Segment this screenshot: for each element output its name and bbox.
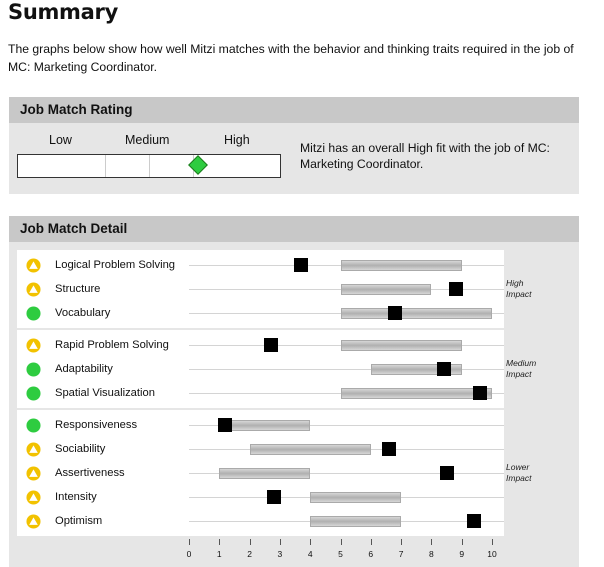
job-match-rating-heading: Job Match Rating — [9, 97, 579, 123]
trait-row — [17, 461, 504, 485]
target-range-bar — [341, 388, 493, 399]
warning-triangle-icon — [26, 490, 41, 505]
scale-label-low: Low — [49, 133, 72, 147]
trait-group — [17, 330, 504, 408]
warning-triangle-icon — [26, 258, 41, 273]
axis-tick — [431, 539, 432, 545]
target-range-bar — [219, 420, 310, 431]
trait-row — [17, 301, 504, 325]
trait-row — [17, 509, 504, 533]
warning-triangle-icon — [26, 282, 41, 297]
axis-tick — [492, 539, 493, 545]
warning-triangle-icon — [26, 442, 41, 457]
axis-tick — [219, 539, 220, 545]
score-marker — [388, 306, 402, 320]
impact-label — [506, 462, 532, 484]
axis-tick-label: 6 — [368, 549, 374, 559]
trait-group — [17, 250, 504, 328]
score-axis — [9, 539, 579, 567]
axis-tick-label: 9 — [459, 549, 465, 559]
impact-label-line2: Impact — [506, 369, 532, 379]
target-range-bar — [250, 444, 371, 455]
score-marker — [267, 490, 281, 504]
warning-triangle-icon — [26, 514, 41, 529]
trait-name: Assertiveness — [55, 467, 125, 479]
trait-name: Structure — [55, 283, 101, 295]
target-range-bar — [310, 516, 401, 527]
impact-label-line2: Impact — [506, 289, 532, 299]
scale-label-medium: Medium — [125, 133, 170, 147]
impact-label-line1: Lower — [506, 462, 530, 472]
axis-tick — [341, 539, 342, 545]
warning-triangle-icon — [26, 338, 41, 353]
job-match-rating-panel — [9, 97, 579, 194]
axis-tick — [371, 539, 372, 545]
trait-row — [17, 413, 504, 437]
rating-scale-divider — [105, 155, 106, 177]
trait-name: Rapid Problem Solving — [55, 339, 169, 351]
rating-summary-text: Mitzi has an overall High fit with the job of MC: Marketing Coordinator. — [300, 141, 550, 171]
trait-name: Optimism — [55, 515, 103, 527]
axis-tick — [401, 539, 402, 545]
axis-tick-label: 5 — [338, 549, 343, 559]
trait-name: Responsiveness — [55, 419, 138, 431]
score-marker — [437, 362, 451, 376]
impact-label-line1: High — [506, 278, 524, 288]
trait-row — [17, 381, 504, 405]
target-range-bar — [341, 284, 432, 295]
trait-name: Logical Problem Solving — [55, 259, 176, 271]
axis-tick-label: 3 — [277, 549, 283, 559]
score-marker — [467, 514, 481, 528]
trait-row — [17, 333, 504, 357]
axis-tick-label: 1 — [216, 549, 222, 559]
score-marker — [382, 442, 396, 456]
score-marker — [218, 418, 232, 432]
score-marker — [449, 282, 463, 296]
score-marker — [294, 258, 308, 272]
match-circle-icon — [26, 386, 41, 401]
axis-tick-label: 4 — [307, 549, 313, 559]
match-circle-icon — [26, 418, 41, 433]
axis-tick-label: 0 — [186, 549, 192, 559]
rating-scale-divider — [149, 155, 150, 177]
impact-label-line2: Impact — [506, 473, 532, 483]
axis-tick — [250, 539, 251, 545]
impact-label — [506, 358, 536, 380]
target-range-bar — [341, 260, 462, 271]
trait-row — [17, 253, 504, 277]
impact-label-line1: Medium — [506, 358, 537, 368]
target-range-bar — [341, 340, 462, 351]
job-match-detail-panel — [9, 216, 579, 567]
axis-tick-label: 7 — [398, 549, 404, 559]
axis-tick — [280, 539, 281, 545]
trait-name: Vocabulary — [55, 307, 111, 319]
target-range-bar — [310, 492, 401, 503]
trait-group — [17, 410, 504, 536]
axis-tick-label: 2 — [247, 549, 252, 559]
trait-row — [17, 357, 504, 381]
match-circle-icon — [26, 306, 41, 321]
axis-tick — [189, 539, 190, 545]
axis-tick-label: 10 — [487, 549, 497, 559]
page-title: Summary — [8, 0, 118, 24]
trait-name: Intensity — [55, 491, 97, 503]
trait-name: Sociability — [55, 443, 106, 455]
job-match-detail-heading: Job Match Detail — [9, 216, 579, 242]
target-range-bar — [219, 468, 310, 479]
axis-tick — [462, 539, 463, 545]
trait-name: Adaptability — [55, 363, 113, 375]
trait-row — [17, 277, 504, 301]
scale-label-high: High — [224, 133, 250, 147]
trait-name: Spatial Visualization — [55, 387, 155, 399]
match-circle-icon — [26, 362, 41, 377]
score-marker — [473, 386, 487, 400]
axis-tick — [310, 539, 311, 545]
target-range-bar — [341, 308, 493, 319]
axis-tick-label: 8 — [429, 549, 434, 559]
trait-row — [17, 485, 504, 509]
impact-label — [506, 278, 532, 300]
intro-text: The graphs below show how well Mitzi matches with the behavior and thinking traits required in the job of MC: Marketing Coordinator. — [8, 42, 574, 74]
rating-diamond-icon — [188, 155, 208, 175]
score-marker — [264, 338, 278, 352]
score-marker — [440, 466, 454, 480]
warning-triangle-icon — [26, 466, 41, 481]
rating-scale-bar — [17, 154, 281, 178]
trait-row — [17, 437, 504, 461]
